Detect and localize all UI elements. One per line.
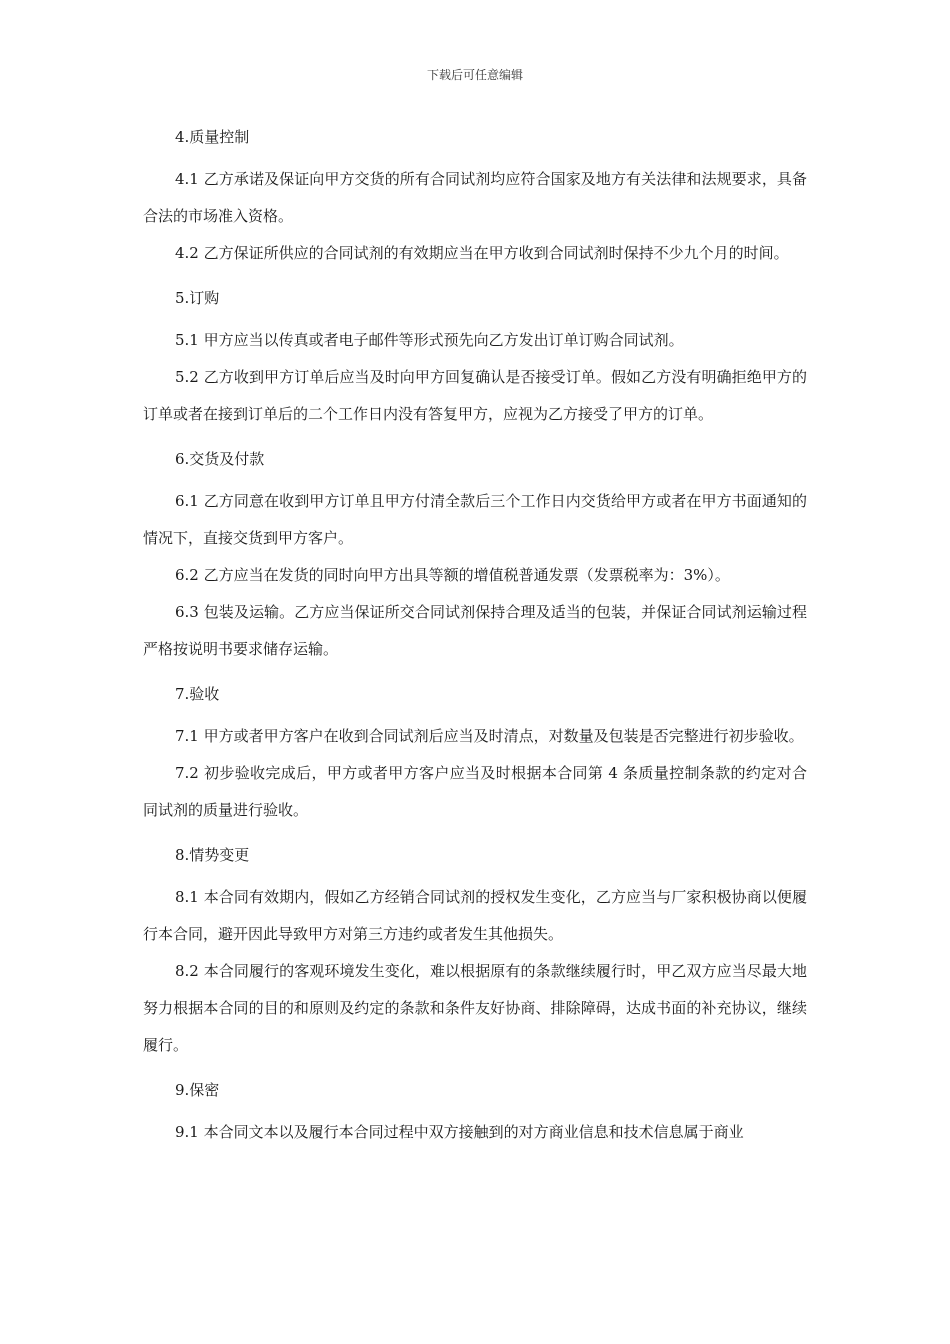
paragraph: 4.2 乙方保证所供应的合同试剂的有效期应当在甲方收到合同试剂时保持不少九个月的时间。: [175, 244, 789, 262]
paragraph: 5.2 乙方收到甲方订单后应当及时向甲方回复确认是否接受订单。假如乙方没有明确拒绝甲方的订单或者在接到订单后的二个工作日内没有答复甲方，应视为乙方接受了甲方的订单。: [143, 368, 807, 423]
paragraph: 6.1 乙方同意在收到甲方订单且甲方付清全款后三个工作日内交货给甲方或者在甲方书面通知的情况下，直接交货到甲方客户。: [143, 492, 807, 547]
section-heading: 7.验收: [175, 685, 220, 703]
paragraph: 6.2 乙方应当在发货的同时向甲方出具等额的增值税普通发票（发票税率为：3%）。: [175, 566, 730, 584]
page-header: 下载后可任意编辑: [426, 68, 523, 82]
section-confidentiality: [143, 1078, 807, 1151]
section-acceptance: [143, 682, 807, 829]
section-heading: 5.订购: [175, 289, 220, 307]
section-ordering: [143, 286, 807, 433]
section-delivery-payment: [143, 447, 807, 668]
paragraph: 7.2 初步验收完成后，甲方或者甲方客户应当及时根据本合同第 4 条质量控制条款的约定对合同试剂的质量进行验收。: [143, 764, 807, 819]
section-heading: 9.保密: [175, 1081, 220, 1099]
paragraph: 8.2 本合同履行的客观环境发生变化，难以根据原有的条款继续履行时，甲乙双方应当尽最大地努力根据本合同的目的和原则及约定的条款和条件友好协商、排除障碍，达成书面的补充协议，继续履行。: [143, 962, 807, 1054]
section-quality-control: [143, 125, 807, 272]
paragraph: 4.1 乙方承诺及保证向甲方交货的所有合同试剂均应符合国家及地方有关法律和法规要求，具备合法的市场准入资格。: [143, 170, 807, 225]
section-heading: 8.情势变更: [175, 846, 250, 864]
section-heading: 4.质量控制: [175, 128, 250, 146]
section-change-of-circumstances: [143, 843, 807, 1064]
document-body: [143, 125, 807, 1165]
paragraph: 7.1 甲方或者甲方客户在收到合同试剂后应当及时清点，对数量及包装是否完整进行初步验收。: [175, 727, 804, 745]
paragraph: 5.1 甲方应当以传真或者电子邮件等形式预先向乙方发出订单订购合同试剂。: [175, 331, 684, 349]
paragraph: 6.3 包装及运输。乙方应当保证所交合同试剂保持合理及适当的包装，并保证合同试剂运输过程严格按说明书要求储存运输。: [143, 603, 807, 658]
paragraph: 8.1 本合同有效期内，假如乙方经销合同试剂的授权发生变化，乙方应当与厂家积极协商以便履行本合同，避开因此导致甲方对第三方违约或者发生其他损失。: [143, 888, 807, 943]
paragraph: 9.1 本合同文本以及履行本合同过程中双方接触到的对方商业信息和技术信息属于商业: [175, 1123, 744, 1141]
section-heading: 6.交货及付款: [175, 450, 265, 468]
